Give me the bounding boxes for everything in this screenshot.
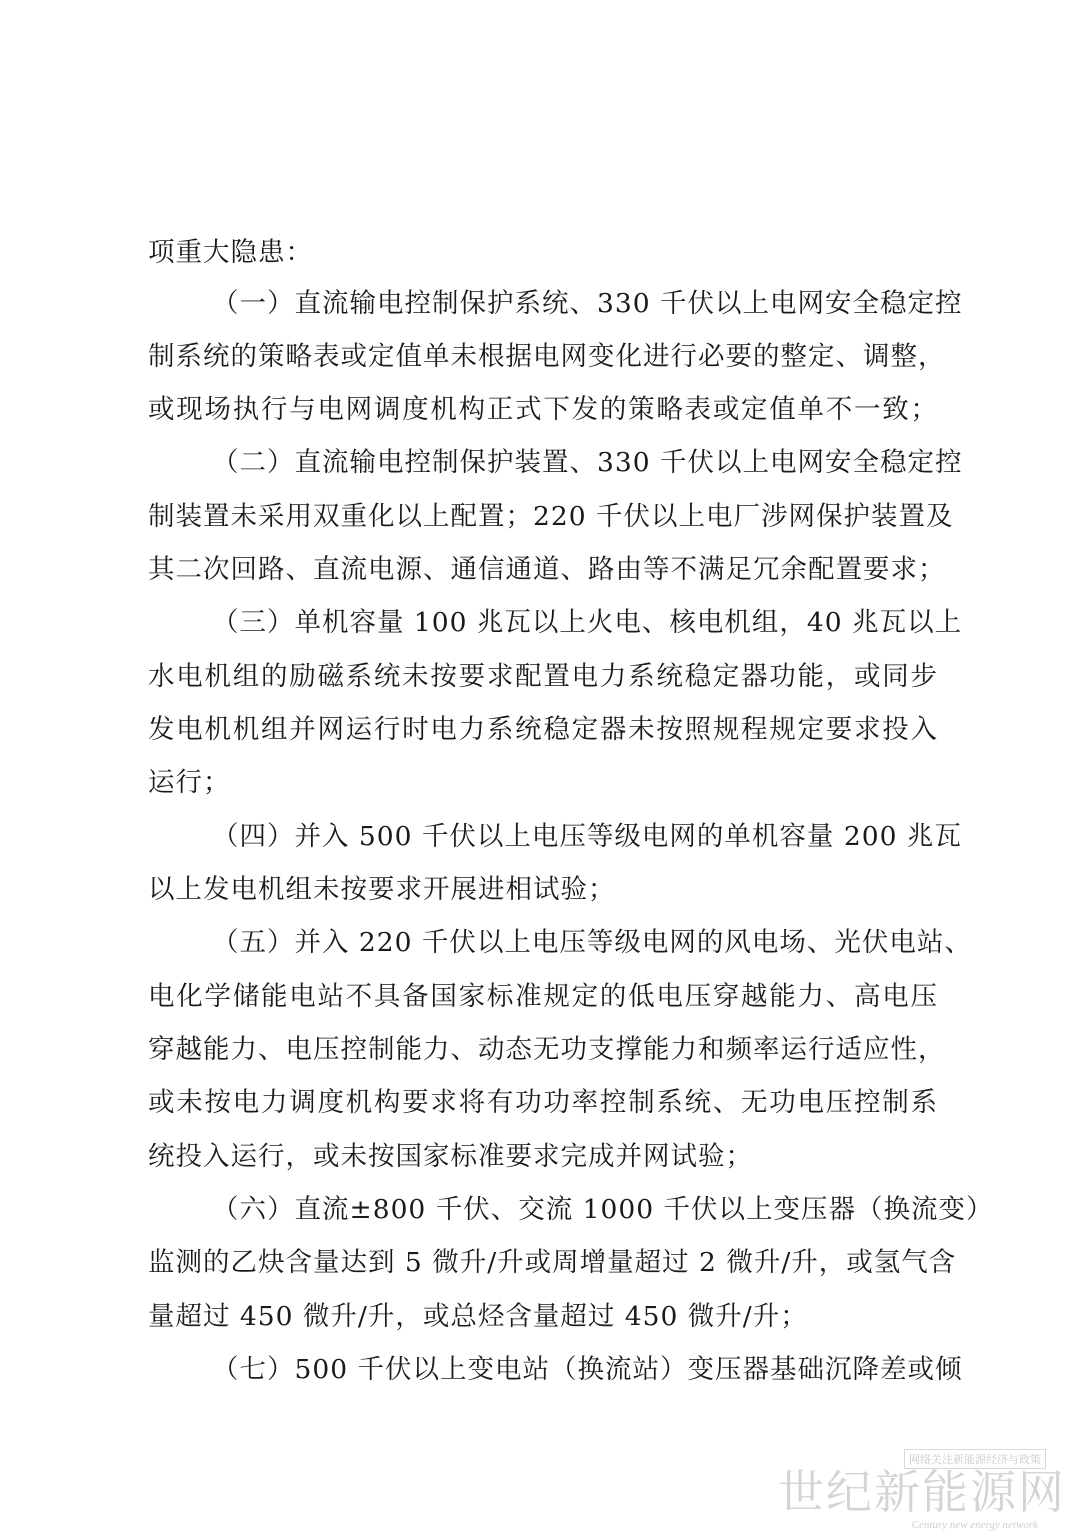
text-line: 或未按电力调度机构要求将有功功率控制系统、无功电压控制系 [148, 1087, 938, 1118]
watermark-tagline: 网络关注新能源经济与政策 [904, 1449, 1046, 1469]
text-line: 或现场执行与电网调度机构正式下发的策略表或定值单不一致； [148, 394, 938, 425]
watermark [778, 1445, 1066, 1535]
text-line: 制系统的策略表或定值单未根据电网变化进行必要的整定、调整， [148, 341, 946, 372]
text-line: 穿越能力、电压控制能力、动态无功支撑能力和频率运行适应性， [148, 1034, 946, 1065]
text-line: （一）直流输电控制保护系统、330 千伏以上电网安全稳定控 [212, 288, 963, 319]
watermark-english-name: Century new energy network [911, 1519, 1038, 1531]
text-line: 以上发电机组未按要求开展进相试验； [148, 874, 616, 905]
text-line: 发电机机组并网运行时电力系统稳定器未按照规程规定要求投入 [148, 714, 938, 745]
text-line: （七）500 千伏以上变电站（换流站）变压器基础沉降差或倾 [212, 1354, 963, 1385]
text-line: 量超过 450 微升/升，或总烃含量超过 450 微升/升； [148, 1301, 808, 1332]
text-line: 其二次回路、直流电源、通信通道、路由等不满足冗余配置要求； [148, 554, 946, 585]
text-line: （四）并入 500 千伏以上电压等级电网的单机容量 200 兆瓦 [212, 821, 962, 852]
text-line: 制装置未采用双重化以上配置；220 千伏以上电厂涉网保护装置及 [148, 501, 954, 532]
text-line: 项重大隐患： [148, 237, 313, 268]
text-line: 水电机组的励磁系统未按要求配置电力系统稳定器功能，或同步 [148, 661, 938, 692]
text-line: 电化学储能电站不具备国家标准规定的低电压穿越能力、高电压 [148, 981, 938, 1012]
text-line: （二）直流输电控制保护装置、330 千伏以上电网安全稳定控 [212, 447, 963, 478]
text-line: 运行； [148, 767, 231, 798]
text-line: （六）直流±800 千伏、交流 1000 千伏以上变压器（换流变） [212, 1194, 994, 1225]
text-line: （三）单机容量 100 兆瓦以上火电、核电机组，40 兆瓦以上 [212, 607, 963, 638]
text-line: 监测的乙炔含量达到 5 微升/升或周增量超过 2 微升/升，或氢气含 [148, 1247, 957, 1278]
text-line: （五）并入 220 千伏以上电压等级电网的风电场、光伏电站、 [212, 927, 972, 958]
text-line: 统投入运行，或未按国家标准要求完成并网试验； [148, 1141, 753, 1172]
watermark-logo-text: 世纪新能源网 [778, 1465, 1066, 1519]
